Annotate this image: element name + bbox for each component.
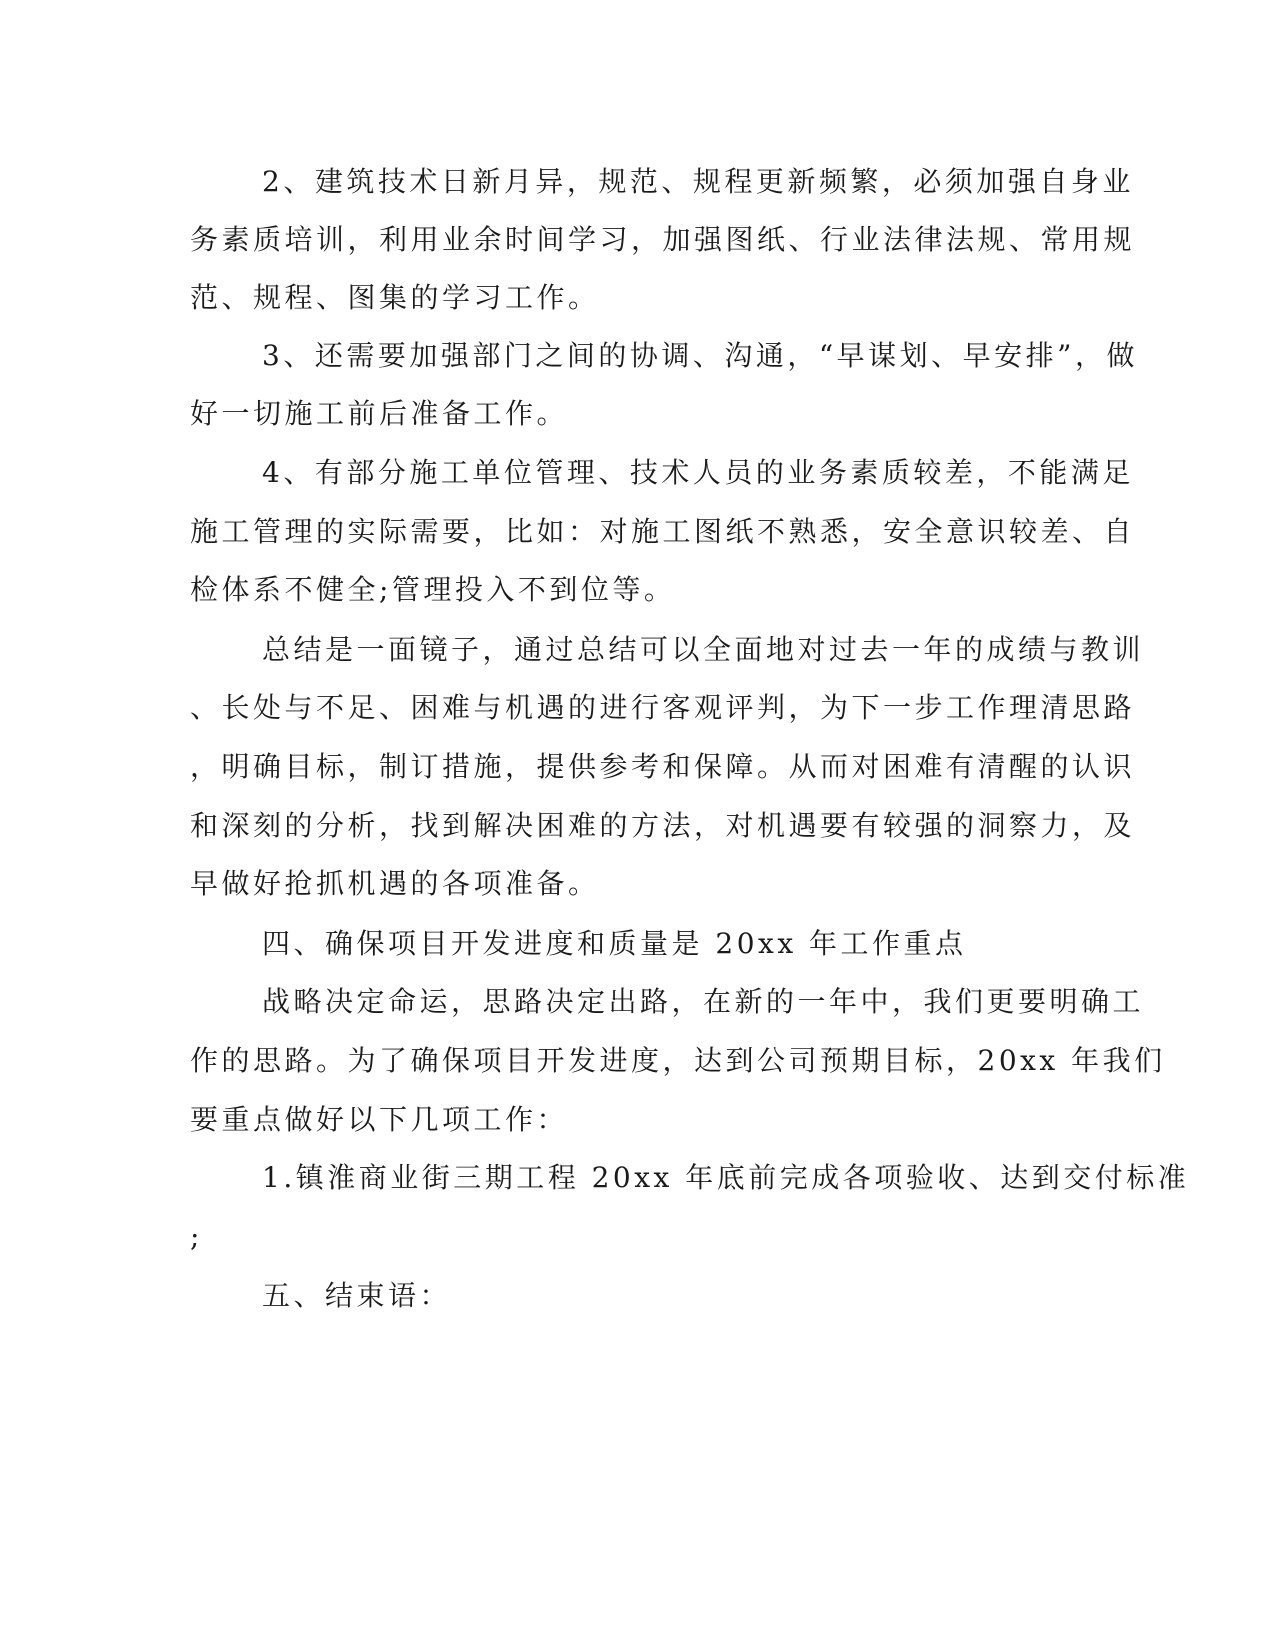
paragraph-line: 战略决定命运，思路决定出路，在新的一年中，我们更要明确工 (262, 985, 1145, 1018)
paragraph-line: 早做好抢抓机遇的各项准备。 (190, 867, 600, 900)
paragraph-line: 4、有部分施工单位管理、技术人员的业务素质较差，不能满足 (262, 456, 1134, 489)
paragraph-line: 施工管理的实际需要，比如：对施工图纸不熟悉，安全意识较差、自 (190, 515, 1136, 548)
paragraph-line: 好一切施工前后准备工作。 (190, 397, 569, 430)
paragraph-line: ; (190, 1220, 203, 1253)
paragraph-line: 2、建筑技术日新月异，规范、规程更新频繁，必须加强自身业 (262, 165, 1134, 198)
list-item: 1.镇淮商业街三期工程 20xx 年底前完成各项验收、达到交付标准 (262, 1161, 1190, 1194)
paragraph-line: 检体系不健全;管理投入不到位等。 (190, 573, 676, 606)
paragraph-line: 、长处与不足、困难与机遇的进行客观评判，为下一步工作理清思路 (190, 691, 1136, 724)
paragraph-line: 务素质培训，利用业余时间学习，加强图纸、行业法律法规、常用规 (190, 223, 1136, 256)
section-heading: 五、结束语： (262, 1279, 452, 1312)
paragraph-line: ，明确目标，制订措施，提供参考和保障。从而对困难有清醒的认识 (190, 750, 1136, 783)
paragraph-line: 总结是一面镜子，通过总结可以全面地对过去一年的成绩与教训 (262, 633, 1145, 666)
paragraph-line: 范、规程、图集的学习工作。 (190, 281, 600, 314)
paragraph-line: 和深刻的分析，找到解决困难的方法，对机遇要有较强的洞察力，及 (190, 809, 1136, 842)
section-heading: 四、确保项目开发进度和质量是 20xx 年工作重点 (262, 927, 967, 960)
paragraph-line: 要重点做好以下几项工作： (190, 1103, 569, 1136)
paragraph-line: 3、还需要加强部门之间的协调、沟通，“早谋划、早安排”，做 (262, 339, 1138, 372)
paragraph-line: 作的思路。为了确保项目开发进度，达到公司预期目标，20xx 年我们 (190, 1044, 1166, 1077)
